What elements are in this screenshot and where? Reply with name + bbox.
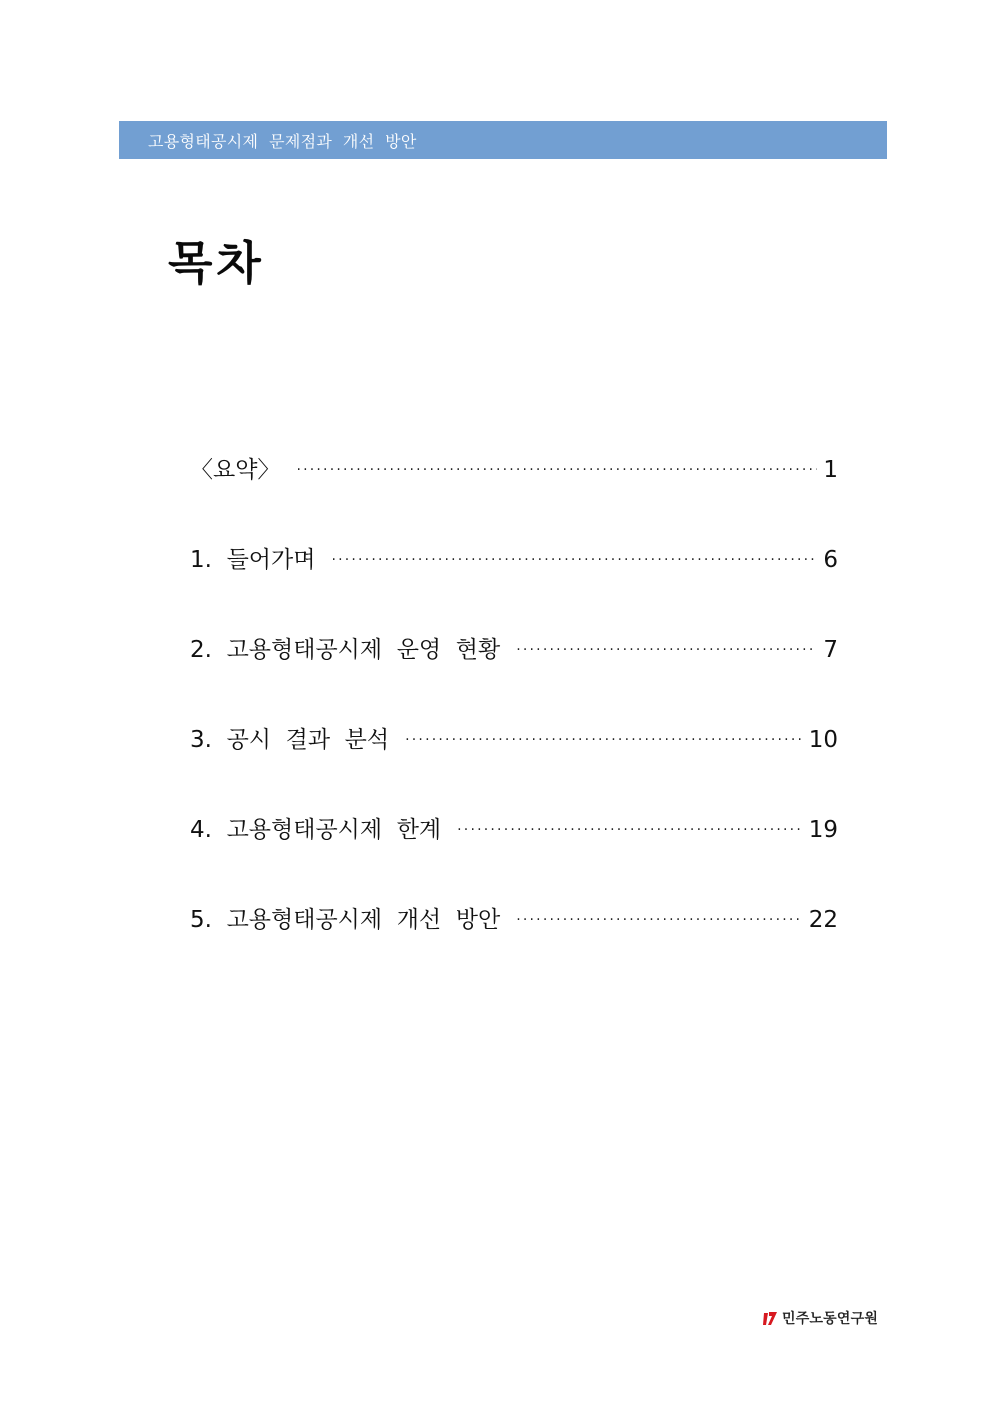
toc-item[interactable] [190,810,838,900]
toc-item-page: 7 [823,637,838,663]
toc-item[interactable] [190,540,838,630]
page-title: 목차 [168,236,265,290]
toc-item[interactable] [190,630,838,720]
toc-item[interactable] [190,720,838,810]
table-of-contents [190,450,838,990]
toc-dot-leader [516,900,803,940]
toc-item-page: 10 [808,727,838,753]
toc-dot-leader [296,450,817,490]
toc-dot-leader [405,720,803,760]
toc-item-label: 〈요약〉 [190,457,281,483]
toc-item-page: 1 [823,457,838,483]
institute-name: 민주노동연구원 [782,1311,879,1327]
toc-item-page: 6 [823,547,838,573]
toc-item-label: 4. 고용형태공시제 한계 [190,817,442,843]
footer-logo [762,1308,878,1328]
toc-item[interactable] [190,450,838,540]
toc-item-page: 19 [808,817,838,843]
toc-item-label: 1. 들어가며 [190,547,316,573]
toc-item-label: 3. 공시 결과 분석 [190,727,390,753]
toc-item-page: 22 [808,907,838,933]
toc-dot-leader [331,540,817,580]
institute-logo-icon [762,1309,778,1327]
toc-dot-leader [457,810,803,850]
toc-item-label: 5. 고용형태공시제 개선 방안 [190,907,501,933]
header-bar [119,121,887,159]
toc-item-label: 2. 고용형태공시제 운영 현황 [190,637,501,663]
toc-item[interactable] [190,900,838,990]
document-title: 고용형태공시제 문제점과 개선 방안 [148,131,417,151]
toc-dot-leader [516,630,817,670]
